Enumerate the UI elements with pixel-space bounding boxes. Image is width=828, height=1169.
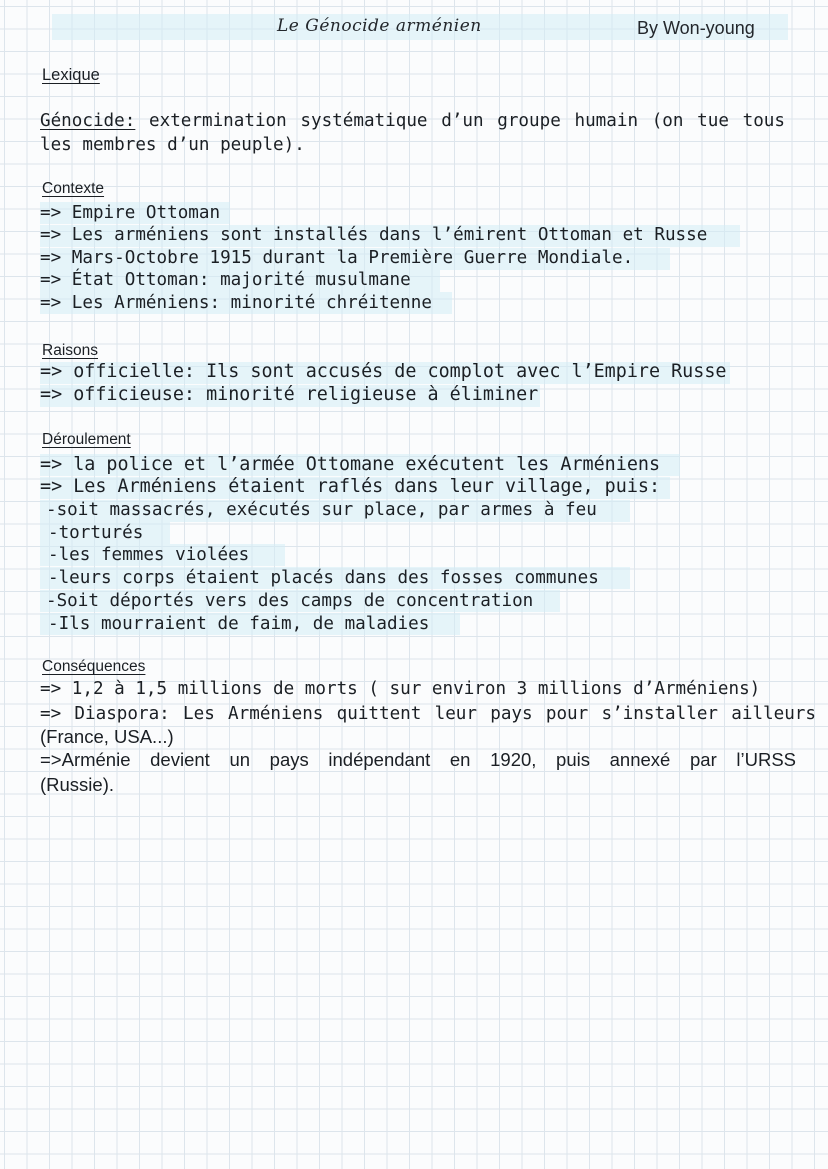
consequences-line-1: => 1,2 à 1,5 millions de morts ( sur environ 3 millions d’Arméniens)	[40, 679, 761, 699]
raisons-line-1: => officielle: Ils sont accusés de complot avec l’Empire Russe	[40, 361, 727, 382]
contexte-line-4: => État Ottoman: majorité musulmane	[40, 270, 411, 290]
contexte-line-2: => Les arméniens sont installés dans l’émirent Ottoman et Russe	[40, 225, 708, 245]
deroulement-line-2: => Les Arméniens étaient raflés dans leur village, puis:	[40, 476, 661, 497]
page-title: Le Génocide arménien	[277, 16, 482, 36]
author-name: By Won-young	[637, 18, 755, 38]
heading-consequences: Conséquences	[42, 658, 146, 675]
heading-contexte: Contexte	[42, 180, 105, 197]
heading-deroulement: Déroulement	[42, 431, 131, 448]
deroulement-line-5: -les femmes violées	[48, 545, 250, 565]
lexique-definition: extermination systématique d’un groupe humain (on tue tous	[135, 111, 785, 131]
heading-raisons: Raisons	[42, 342, 98, 359]
deroulement-line-3: -soit massacrés, exécutés sur place, par armes à feu	[46, 500, 597, 520]
lexique-definition-line-2: les membres d’un peuple).	[40, 135, 305, 155]
contexte-line-1: => Empire Ottoman	[40, 203, 221, 223]
consequences-line-4: =>Arménie devient un pays indépendant en 1920, puis annexé par l’URSS	[40, 749, 796, 770]
heading-lexique: Lexique	[42, 66, 100, 84]
raisons-line-2: => officieuse: minorité religieuse à éliminer	[40, 384, 539, 405]
deroulement-line-6: -leurs corps étaient placés dans des fosses communes	[48, 568, 599, 588]
consequences-line-3: (France, USA...)	[40, 726, 174, 747]
consequences-line-5: (Russie).	[40, 774, 115, 795]
deroulement-line-4: -torturés	[48, 523, 144, 543]
contexte-line-3: => Mars-Octobre 1915 durant la Première Guerre Mondiale.	[40, 248, 634, 268]
contexte-line-5: => Les Arméniens: minorité chréitenne	[40, 293, 432, 313]
deroulement-line-8: -Ils mourraient de faim, de maladies	[48, 614, 430, 634]
deroulement-line-1: => la police et l’armée Ottomane exécutent les Arméniens	[40, 454, 661, 475]
deroulement-line-7: -Soit déportés vers des camps de concentration	[46, 591, 534, 611]
lexique-term: Génocide:	[40, 111, 136, 131]
consequences-line-2: => Diaspora: Les Arméniens quittent leur pays pour s’installer ailleurs	[40, 704, 816, 724]
lexique-definition-line-1	[40, 110, 785, 132]
